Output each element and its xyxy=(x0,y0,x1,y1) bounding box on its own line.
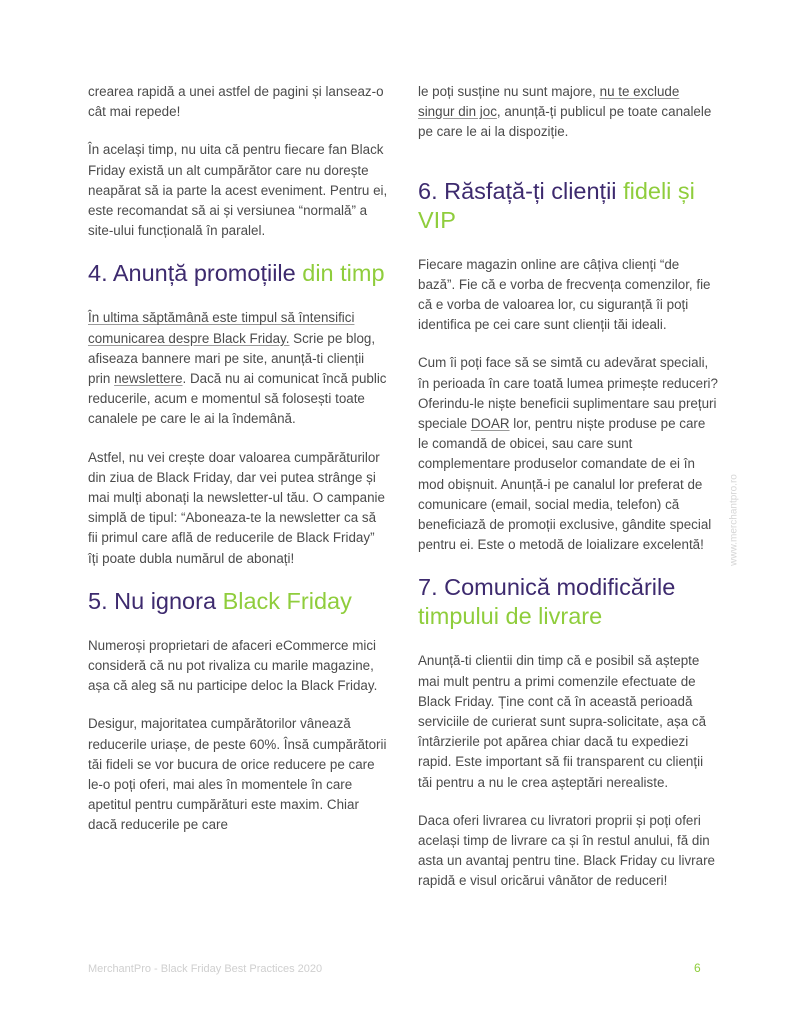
link-doar[interactable]: DOAR xyxy=(470,416,510,432)
section-heading-5 xyxy=(88,587,388,616)
paragraph-text: le poți susține nu sunt majore, xyxy=(418,84,600,99)
section-heading-6 xyxy=(418,177,718,235)
heading-text: 7. Comunică modificările xyxy=(418,574,676,601)
paragraph-text: , anunță-ți publicul pe toate canalele pe care le ai la dispoziție. xyxy=(418,104,712,140)
link-newslettere[interactable]: newslettere xyxy=(114,371,183,387)
heading-accent: timpului de livrare xyxy=(418,603,603,630)
paragraph: Anunță-ti clientii din timp că e posibil să aștepte mai mult pentru a primi comenzile efectuate de Black Friday. Ține cont că în această perioadă serviciile de curierat sunt supra-solicitate, așa că întârzierile pot apărea chiar dacă tu expediezi rapid. Este important să fii transparent cu clienții tăi pentru a nu le crea așteptări nerealiste. xyxy=(418,653,707,790)
right-column xyxy=(418,82,718,910)
page-number: 6 xyxy=(694,961,701,975)
paragraph xyxy=(418,353,718,555)
heading-text: 6. Răsfață-ți clienții xyxy=(418,177,624,204)
link-comunicare[interactable]: În ultima săptămână este timpul să întensifici comunicarea despre Black Friday. xyxy=(88,310,355,346)
section-heading-7 xyxy=(418,573,718,631)
paragraph: Daca oferi livrarea cu livratori proprii și poți oferi același timp de livrare ca și în restul anului, fă din asta un avantaj pentru tine. Black Friday cu livrare rapidă e visul oricărui vânător de reduceri! xyxy=(418,812,715,889)
paragraph: Astfel, nu vei crește doar valoarea cumpărăturilor din ziua de Black Friday, dar vei putea strânge și mai mulți abonați la newsletter-ul tău. O campanie simplă de tipul: “Aboneaza-te la newsletter ca să fii primul care află de reducerile de Black Friday” îți poate dubla numărul de abonați! xyxy=(88,449,385,566)
heading-accent: Black Friday xyxy=(222,587,352,614)
heading-accent: fideli și VIP xyxy=(418,177,695,233)
paragraph: Numeroși proprietari de afaceri eCommerce mici consideră că nu pot rivaliza cu marile magazine, așa că aleg să nu participe deloc la Black Friday. xyxy=(88,637,378,694)
paragraph: În același timp, nu uita că pentru fiecare fan Black Friday există un alt cumpărător care nu dorește neapărat să ia parte la acest eveniment. Pentru ei, este recomandat să ai și versiunea “normală” a site-ului funcțională în paralel. xyxy=(88,142,388,239)
paragraph-text: Scrie pe blog, afiseaza bannere mari pe site, anunță-ti clienții prin xyxy=(88,330,376,387)
link-nu-te-exclude[interactable]: nu te exclude singur din joc xyxy=(418,84,680,120)
paragraph: Fiecare magazin online are câțiva clienți “de bază”. Fie că e vorba de frecvența comenzilor, fie că e vorba de valoarea lor, cu siguranță îi poți identifica pe cei care sunt clienții tăi ideali. xyxy=(418,256,711,333)
page-footer: MerchantPro - Black Friday Best Practices 2020 xyxy=(88,963,323,975)
section-heading-4 xyxy=(88,259,388,288)
left-column xyxy=(88,82,388,854)
side-url-text: www.merchantpro.ro xyxy=(728,474,740,566)
heading-text: 4. Anunță promoțiile xyxy=(88,260,303,287)
paragraph: crearea rapidă a unei astfel de pagini și lanseaz-o cât mai repede! xyxy=(88,84,384,120)
paragraph-text: . Dacă nu ai comunicat încă public reducerile, acum e momentul să folosești toate canalele pe care le ai la îndemână. xyxy=(88,371,387,427)
heading-accent: din timp xyxy=(302,260,385,287)
paragraph xyxy=(88,308,388,429)
heading-text: 5. Nu ignora xyxy=(88,587,223,614)
paragraph-text: lor, pentru niște produse pe care le comandă de obicei, sau care sunt complementare produselor comandate de ei în mod obișnuit. Anunță-i pe canalul lor preferat de comunicare (email, social media, telefon) că beneficiază de promoții exclusive, gândite special pentru ei. Este o metodă de loializare excelentă! xyxy=(418,416,712,553)
paragraph: Desigur, majoritatea cumpărătorilor vânează reducerile uriașe, de peste 60%. Însă cumpărătorii tăi fideli se vor bucura de orice reducere pe care le-o poți oferi, mai ales în momentele în care apetitul pentru cumpărături este maxim. Chiar dacă reducerile pe care xyxy=(88,716,387,833)
paragraph-text: Cum îi poți face să se simtă cu adevărat speciali, în perioada în care toată lumea primește reduceri? Oferindu-le niște beneficii suplimentare sau prețuri speciale xyxy=(418,355,718,432)
paragraph xyxy=(418,82,718,143)
